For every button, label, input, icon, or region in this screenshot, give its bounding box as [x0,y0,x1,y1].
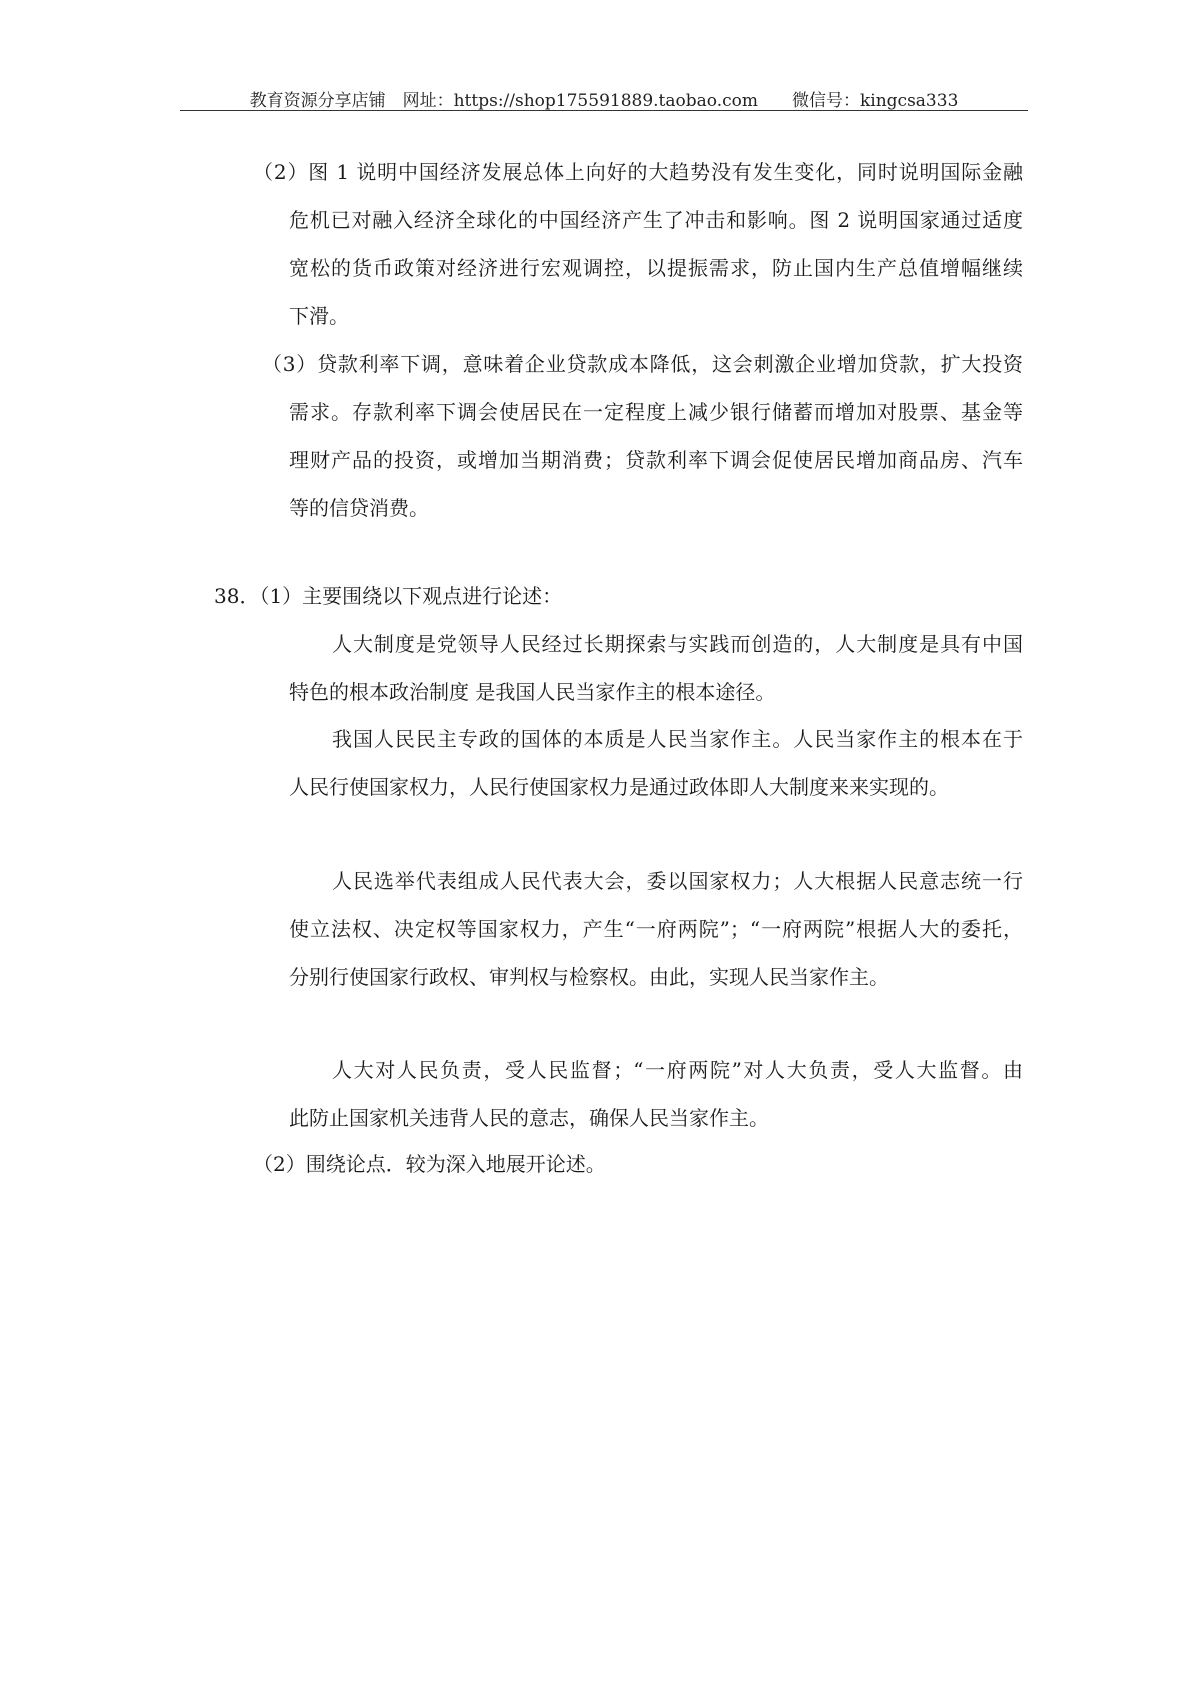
answer-38-para-4-line-1: 人大对人民负责，受人民监督；“一府两院”对人大负责，受人大监督。由 [332,1058,1023,1082]
answer-38-para-4-line-2: 此防止国家机关违背人民的意志，确保人民当家作主。 [289,1106,769,1130]
answer-38-para-3-line-3: 分别行使国家行政权、审判权与检察权。由此，实现人民当家作主。 [289,965,889,989]
answer-37-3-line-1: （3）贷款利率下调，意味着企业贷款成本降低，这会刺激企业增加贷款，扩大投资 [262,352,1023,376]
answer-37-2-line-1: （2）图 1 说明中国经济发展总体上向好的大趋势没有发生变化，同时说明国际金融 [253,160,1023,184]
answer-38-para-3-line-2: 使立法权、决定权等国家权力，产生“一府两院”；“一府两院”根据人大的委托， [289,917,1023,941]
answer-38-para-1 [289,620,1023,716]
answer-38-para-1-line-1: 人大制度是党领导人民经过长期探索与实践而创造的，人大制度是具有中国 [332,632,1023,656]
answer-37-3 [262,340,1023,532]
answer-38-para-2 [289,715,1023,811]
answer-38-para-4 [289,1046,1023,1142]
page-header: 教育资源分享店铺 网址：https://shop175591889.taobao.com 微信号：kingcsa333 [249,91,959,111]
answer-38-para-2-line-2: 人民行使国家权力，人民行使国家权力是通过政体即人大制度来来实现的。 [289,775,949,799]
answer-38-para-3 [289,857,1023,1001]
answer-37-3-line-3: 理财产品的投资，或增加当期消费；贷款利率下调会促使居民增加商品房、汽车 [289,448,1023,472]
answer-37-2-line-3: 宽松的货币政策对经济进行宏观调控，以提振需求，防止国内生产总值增幅继续 [289,256,1023,280]
header-divider [180,110,1028,111]
answer-37-2-line-2: 危机已对融入经济全球化的中国经济产生了冲击和影响。图 2 说明国家通过适度 [289,208,1023,232]
answer-38-para-2-line-1: 我国人民民主专政的国体的本质是人民当家作主。人民当家作主的根本在于 [332,727,1023,751]
answer-38-part-2: （2）围绕论点．较为深入地展开论述。 [253,1152,606,1176]
answer-37-2-line-4: 下滑。 [289,304,349,328]
answer-37-3-line-2: 需求。存款利率下调会使居民在一定程度上减少银行储蓄而增加对股票、基金等 [289,400,1023,424]
answer-38-para-3-line-1: 人民选举代表组成人民代表大会，委以国家权力；人大根据人民意志统一行 [332,869,1023,893]
answer-37-3-line-4: 等的信贷消费。 [289,496,429,520]
answer-38-para-1-line-2: 特色的根本政治制度 是我国人民当家作主的根本途径。 [289,680,776,704]
answer-37-2 [253,148,1023,340]
answer-38-heading: 38．（1）主要围绕以下观点进行论述： [214,584,563,608]
